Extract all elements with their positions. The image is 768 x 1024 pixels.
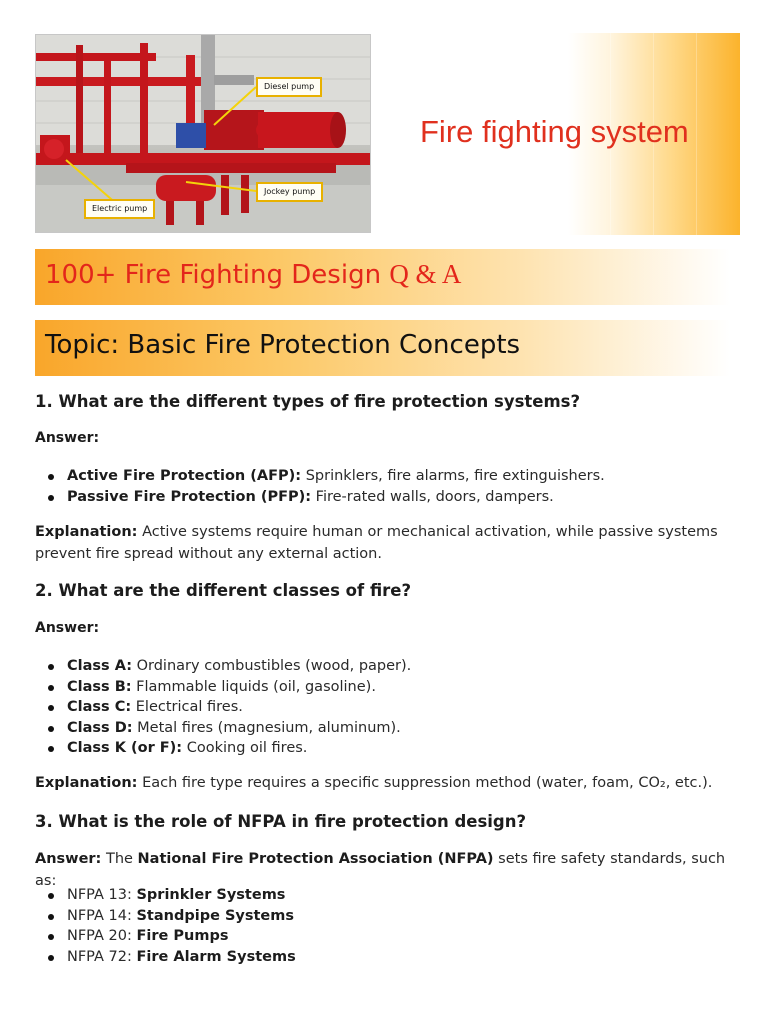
qa-banner-qa: Q & A (389, 259, 462, 289)
question-3: 3. What is the role of NFPA in fire protection design? (35, 812, 527, 831)
list-item: NFPA 72: Fire Alarm Systems (46, 947, 296, 968)
list-item: Class B: Flammable liquids (oil, gasoline). (46, 677, 411, 698)
list-item: Class A: Ordinary combustibles (wood, paper). (46, 656, 411, 677)
question-2: 2. What are the different classes of fire? (35, 581, 412, 600)
list-item: NFPA 14: Standpipe Systems (46, 906, 296, 927)
list-item: Class C: Electrical fires. (46, 697, 411, 718)
answer-list-1 (46, 466, 605, 507)
question-1: 1. What are the different types of fire protection systems? (35, 392, 581, 411)
explanation-1: Explanation: Active systems require human or mechanical activation, while passive systems prevent fire spread without any external action. (35, 524, 718, 562)
list-item: Passive Fire Protection (PFP): Fire-rated walls, doors, dampers. (46, 487, 605, 508)
answer-label-1: Answer: (35, 430, 100, 446)
electric-pump-callout: Electric pump (84, 199, 155, 219)
topic-banner (35, 320, 730, 376)
diesel-pump-callout: Diesel pump (256, 77, 322, 97)
list-item: Class K (or F): Cooking oil fires. (46, 738, 411, 759)
qa-banner-main: 100+ Fire Fighting Design (45, 260, 382, 290)
jockey-pump-callout: Jockey pump (256, 182, 323, 202)
list-item: NFPA 20: Fire Pumps (46, 926, 296, 947)
answer-list-3 (46, 885, 296, 967)
list-item: Active Fire Protection (AFP): Sprinklers, fire alarms, fire extinguishers. (46, 466, 605, 487)
qa-banner (35, 249, 730, 305)
list-item: Class D: Metal fires (magnesium, aluminum). (46, 718, 411, 739)
explanation-2: Explanation: Each fire type requires a specific suppression method (water, foam, CO₂, etc.). (35, 775, 713, 791)
answer-list-2 (46, 656, 411, 759)
list-item: NFPA 13: Sprinkler Systems (46, 885, 296, 906)
pump-room-photo (36, 35, 370, 232)
topic-title: Topic: Basic Fire Protection Concepts (45, 330, 521, 360)
answer-3: Answer: The National Fire Protection Association (NFPA) sets fire safety standards, such as: (35, 851, 726, 889)
answer-label-2: Answer: (35, 620, 100, 636)
qa-banner-title (45, 259, 461, 290)
system-title: Fire fighting system (420, 114, 689, 149)
